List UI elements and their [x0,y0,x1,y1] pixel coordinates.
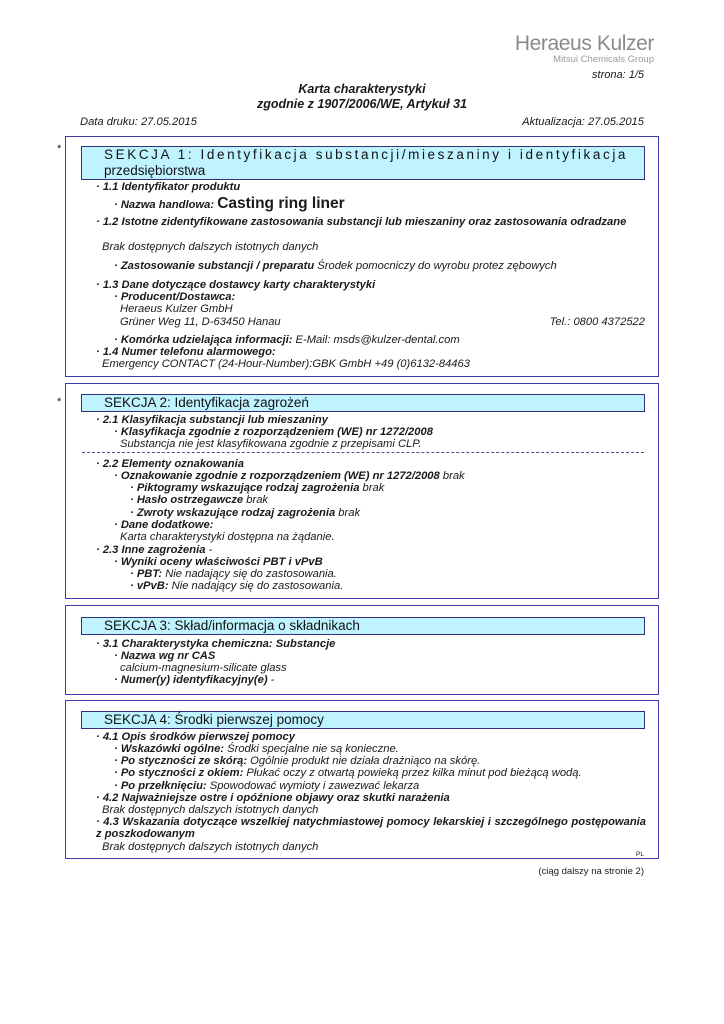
signal-word-label: · Hasło ostrzegawcze [130,494,244,506]
identification-row [114,674,274,686]
general-advice-row [114,743,399,755]
logo-brand: Heraeus Kulzer [514,32,654,55]
section-1-title: SEKCJA 1: Identyfikacja substancji/mieszaniny i identyfikacja [104,147,629,162]
vpvb-label: · vPvB: [130,580,169,592]
print-date: Data druku: 27.05.2015 [80,116,197,128]
identification-label: · Numer(y) identyfikacyjny(e) [114,674,268,686]
cas-name-label: · Nazwa wg nr CAS [114,650,216,662]
revision-marker: * [57,143,62,155]
skin-contact-label: · Po styczności ze skórą: [114,755,248,767]
continued-note: (ciąg dalszy na stronie 2) [538,866,644,877]
identification-value: - [270,674,275,686]
revision-marker: * [57,396,62,408]
item-4-2: · 4.2 Najważniejsze ostre i opóźnione objawy oraz skutki narażenia [96,792,450,804]
ingestion-row [114,780,419,792]
section-2-title: SEKCJA 2: Identyfikacja zagrożeń [104,395,309,410]
language-code: PL [636,851,644,858]
skin-contact-row [114,755,480,767]
pictograms-value: brak [362,482,385,494]
item-4-1: · 4.1 Opis środków pierwszej pomocy [96,731,295,743]
trade-name-row [114,195,345,214]
item-4-3: · 4.3 Wskazania dotyczące wszelkiej natychmiastowej pomocy lekarskiej i szczególnego postępowania z poszkodowanym [96,816,646,841]
pbt-value: Nie nadający się do zastosowania. [165,568,337,580]
labelling-value: brak [442,470,465,482]
company-phone: Tel.: 0800 4372522 [549,316,645,328]
page-number: strona: 1/5 [592,69,644,81]
section-4-header [81,711,645,729]
pbt-label: · PBT: [130,568,163,580]
item-2-3: · 2.3 Inne zagrożenia [96,544,206,556]
use-label: · Zastosowanie substancji / preparatu [114,260,315,272]
item-2-1: · 2.1 Klasyfikacja substancji lub mieszaniny [96,414,328,426]
company-name: Heraeus Kulzer GmbH [120,303,233,315]
company-address: Grüner Weg 11, D-63450 Hanau [120,316,281,328]
pictograms-label: · Piktogramy wskazujące rodzaj zagrożenia [130,482,360,494]
use-value: Środek pomocniczy do wyrobu protez zębowych [317,260,557,272]
pbt-assessment-label: · Wyniki oceny właściwości PBT i vPvB [114,556,323,568]
item-1-2-value: Brak dostępnych dalszych istotnych danych [102,241,319,253]
section-3-header [81,617,645,635]
use-row [114,260,557,272]
section-1-header [81,146,645,180]
company-logo [515,33,654,65]
pbt-row [130,568,337,580]
section-1 [65,136,659,377]
item-1-1: · 1.1 Identyfikator produktu [96,181,241,193]
document-subtitle: zgodnie z 1907/2006/WE, Artykuł 31 [256,97,468,111]
ingestion-value: Spowodować wymioty i zawezwać lekarza [209,780,420,792]
document-title: Karta charakterystyki [298,82,426,96]
item-2-3-row [96,544,212,556]
vpvb-row [130,580,343,592]
section-4-title: SEKCJA 4: Środki pierwszej pomocy [104,712,324,727]
item-3-1: · 3.1 Charakterystyka chemiczna: Substancje [96,638,336,650]
hazard-statements-label: · Zwroty wskazujące rodzaj zagrożenia [130,507,336,519]
eye-contact-value: Płukać oczy z otwartą powieką przez kilka minut pod bieżącą wodą. [246,767,582,779]
classification-value: Substancja nie jest klasyfikowana zgodnie z przepisami CLP. [120,438,422,450]
logo-sub-brand: Mitsui Chemicals Group [553,54,654,65]
classification-label: · Klasyfikacja zgodnie z rozporządzeniem (WE) nr 1272/2008 [114,426,433,438]
general-advice-value: Środki specjalne nie są konieczne. [227,743,399,755]
pictograms-row [130,482,384,494]
item-1-4: · 1.4 Numer telefonu alarmowego: [96,346,276,358]
item-4-2-value: Brak dostępnych dalszych istotnych danych [102,804,319,816]
update-date: Aktualizacja: 27.05.2015 [522,116,644,128]
section-3 [65,605,659,695]
item-2-2: · 2.2 Elementy oznakowania [96,458,244,470]
eye-contact-row [114,767,582,779]
skin-contact-value: Ogólnie produkt nie działa drażniąco na skórę. [250,755,481,767]
section-3-title: SEKCJA 3: Skład/informacja o składnikach [104,618,360,633]
item-4-3-value: Brak dostępnych dalszych istotnych danych [102,841,319,853]
section-1-title-line2: przedsiębiorstwa [104,163,206,178]
general-advice-label: · Wskazówki ogólne: [114,743,225,755]
vpvb-value: Nie nadający się do zastosowania. [171,580,344,592]
item-1-2: · 1.2 Istotne zidentyfikowane zastosowania substancji lub mieszaniny oraz zastosowania odradzane [96,216,627,228]
info-cell-row [114,334,460,346]
additional-info-value: Karta charakterystyki dostępna na żądanie. [120,531,335,543]
product-name: Casting ring liner [217,195,345,212]
info-cell-value: E-Mail: msds@kulzer-dental.com [295,334,460,346]
trade-name-label: · Nazwa handlowa: [114,199,215,211]
signal-word-value: brak [246,494,269,506]
hazard-statements-value: brak [338,507,361,519]
divider [82,452,644,453]
signal-word-row [130,494,268,506]
section-2-header [81,394,645,412]
labelling-label: · Oznakowanie zgodnie z rozporządzeniem (WE) nr 1272/2008 [114,470,440,482]
item-2-3-value: - [208,544,213,556]
item-1-3: · 1.3 Dane dotyczące dostawcy karty charakterystyki [96,279,376,291]
labelling-row [114,470,465,482]
additional-info-label: · Dane dodatkowe: [114,519,214,531]
producer-label: · Producent/Dostawca: [114,291,236,303]
info-cell-label: · Komórka udzielająca informacji: [114,334,293,346]
section-4 [65,700,659,859]
emergency-number: Emergency CONTACT (24-Hour-Number):GBK GmbH +49 (0)6132-84463 [102,358,470,370]
hazard-statements-row [130,507,360,519]
section-2 [65,383,659,599]
eye-contact-label: · Po styczności z okiem: [114,767,244,779]
ingestion-label: · Po przełknięciu: [114,780,207,792]
cas-name-value: calcium-magnesium-silicate glass [120,662,287,674]
